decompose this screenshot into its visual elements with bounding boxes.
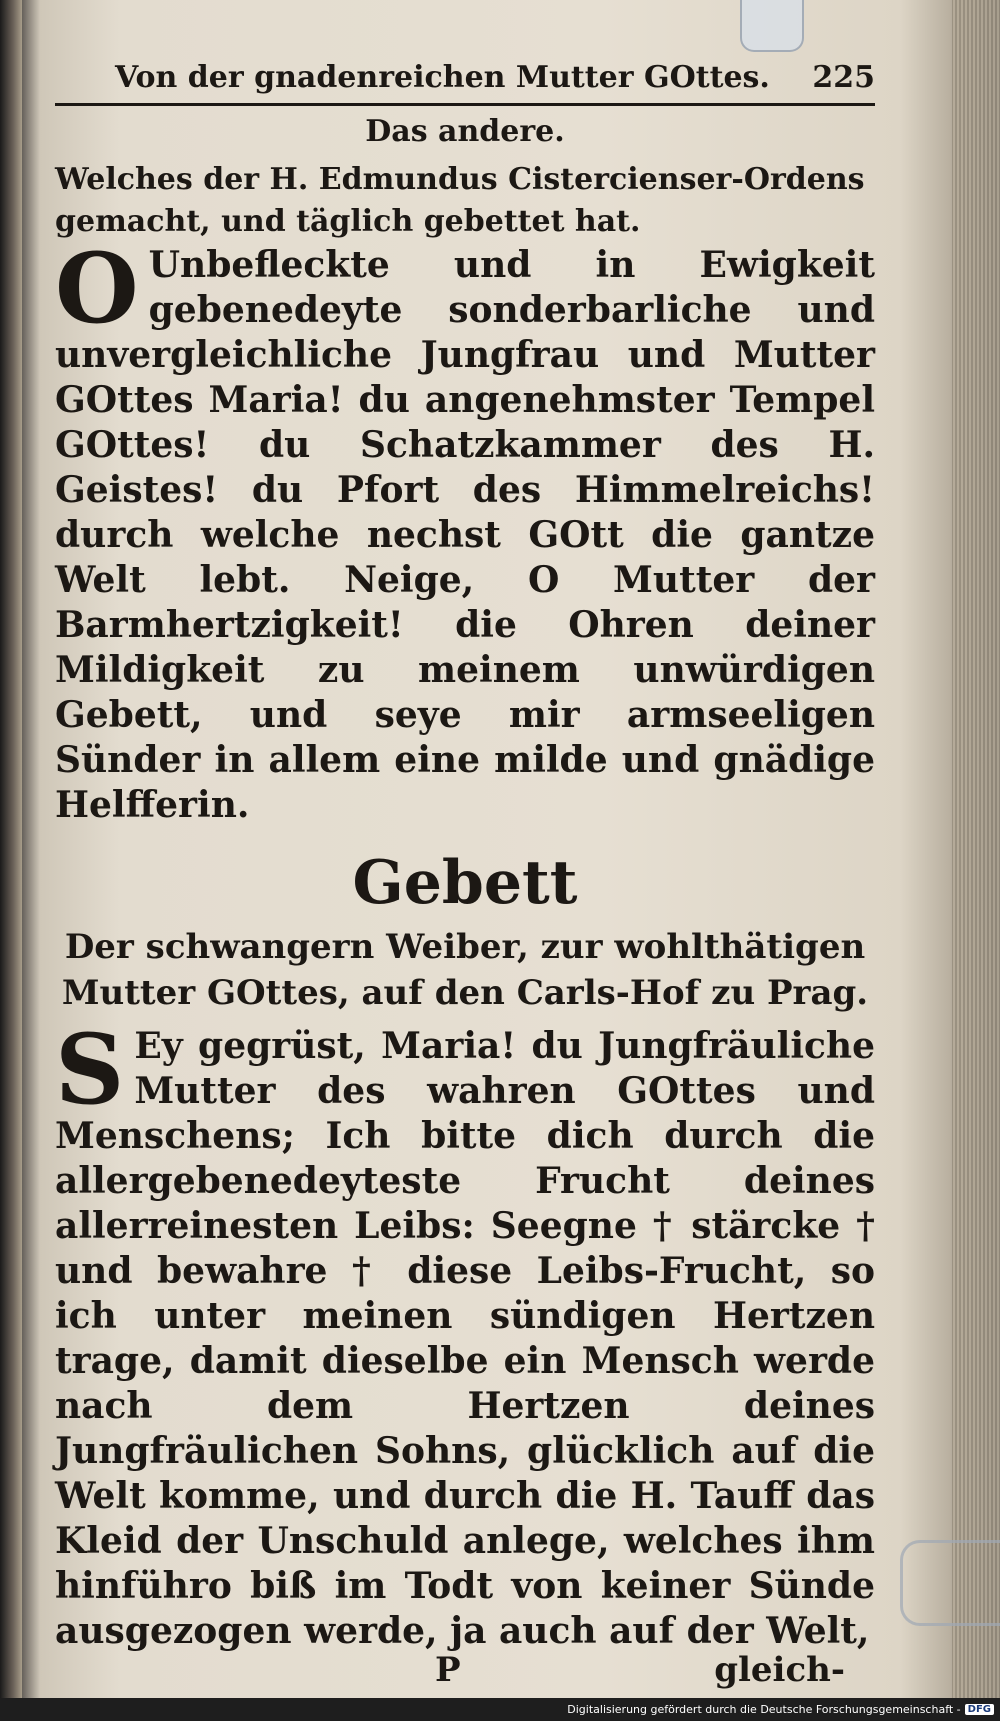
running-head-title: Von der gnadenreichen Mutter GOttes.: [115, 60, 770, 95]
section-das-andere: [55, 114, 875, 828]
prayer-text: [55, 232, 875, 828]
prayer-title: Gebett: [352, 848, 578, 918]
drop-cap-2: S: [55, 1013, 125, 1126]
header-rule: [55, 103, 875, 106]
footer-text: Digitalisierung gefördert durch die Deutsche Forschungsgemeinschaft -: [567, 1703, 961, 1716]
clip-outline: [900, 1540, 1000, 1626]
page-number: 225: [812, 60, 875, 95]
book-spine-edge: [0, 0, 22, 1721]
prayer-body-2: Ey gegrüst, Maria! du Jungfräuliche Mutter des wahren GOttes und Menschens; Ich bitte dich durch die allergebenedeyteste Frucht deines allerreinesten Leibs: Seegne † stärcke † und bewahre † diese Leibs-Frucht, so ich unter meinen sündigen Hertzen trage, damit dieselbe ein Mensch werde nach dem Hertzen deines Jungfräulichen Sohns, glücklich auf die Welt komme, und durch die H. Tauff das Kleid der Unschuld anlege, welches ihm hinführo biß im Todt von keiner Sünde ausgezogen werde, ja auch auf der Welt,: [55, 1025, 875, 1652]
book-page: [55, 60, 875, 1690]
section-intro: Welches der H. Edmundus Cistercienser-Ordens gemacht, und täglich gebettet hat.: [55, 162, 865, 239]
page-stack-edge: [952, 0, 1000, 1721]
signature-mark: P: [435, 1650, 461, 1690]
prayer-text-2: [55, 1013, 875, 1654]
running-head: [55, 60, 875, 101]
prayer-body: Unbefleckte und in Ewigkeit gebenedeyte sonderbarliche und unvergleichliche Jungfrau und Mutter GOttes Maria! du angenehmster Tempel GOttes! du Schatzkammer des H. Geistes! du Pfort des Himmelreichs! durch welche nechst GOtt die gantze Welt lebt. Neige, O Mutter der Barmhertzigkeit! die Ohren deiner Mildigkeit zu meinem unwürdigen Gebett, und seye mir armseeligen Sünder in allem eine milde und gnädige Helfferin.: [55, 244, 875, 826]
section-gebett: [55, 848, 875, 1654]
dfg-logo: DFG: [965, 1704, 994, 1715]
catchword: gleich-: [714, 1650, 845, 1690]
bookmark-tab: [740, 0, 804, 52]
digitization-footer: [0, 1698, 1000, 1721]
prayer-subtitle: Der schwangern Weiber, zur wohlthätigen Mutter GOttes, auf den Carls-Hof zu Prag.: [61, 927, 869, 1013]
section-heading: Das andere.: [365, 114, 565, 149]
catchline: [55, 1650, 875, 1690]
drop-cap: O: [55, 232, 139, 345]
